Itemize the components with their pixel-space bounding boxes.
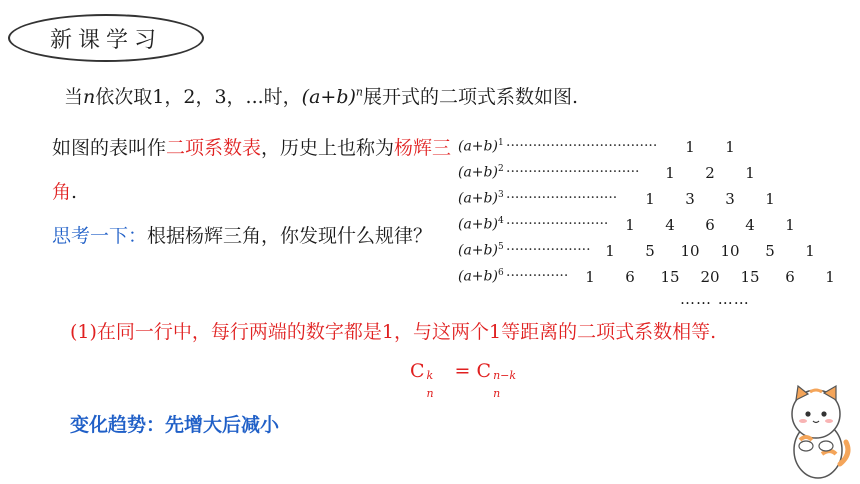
- triangle-ellipsis: …… ……: [680, 290, 750, 308]
- observation-text: (1)在同一行中，每行两端的数字都是1，与这两个1等距离的二项式系数相等.: [70, 321, 717, 343]
- row-binomial: $(a+b)^5$: [458, 242, 504, 259]
- coefficient: 15: [740, 268, 760, 286]
- formula-lhs-c: C: [410, 360, 425, 382]
- coefficient: 4: [665, 216, 675, 234]
- intro-line: [64, 82, 578, 109]
- row-binomial: $(a+b)^3$: [458, 190, 504, 207]
- coefficient: 5: [645, 242, 655, 260]
- symmetry-formula: [410, 360, 521, 400]
- row-leader-dots: ·······················: [506, 216, 609, 232]
- row-leader-dots: ···················: [506, 242, 591, 258]
- intro-post: 展开式的二项式系数如图.: [363, 86, 579, 108]
- intro-mid: 依次取1，2，3，...时，: [95, 86, 302, 108]
- formula-eq: =: [454, 360, 471, 382]
- section-badge: 新课学习: [8, 14, 204, 62]
- formula-rhs-c: C: [476, 360, 492, 382]
- coefficient: 3: [725, 190, 735, 208]
- coefficient: 1: [685, 138, 695, 156]
- intro-expr: (a+b): [301, 86, 356, 108]
- think-text: 根据杨辉三角，你发现什么规律？: [147, 225, 433, 247]
- coefficient: 10: [680, 242, 700, 260]
- row-leader-dots: ·························: [506, 190, 618, 206]
- coefficient: 1: [765, 190, 775, 208]
- coefficient: 1: [725, 138, 735, 156]
- row-leader-dots: ······························: [506, 164, 640, 180]
- coefficient: 6: [785, 268, 795, 286]
- desc-term: 二项系数表: [166, 137, 262, 159]
- coefficient: 6: [625, 268, 635, 286]
- coefficient: 1: [585, 268, 595, 286]
- coefficient: 1: [785, 216, 795, 234]
- coefficient: 1: [805, 242, 815, 260]
- row-binomial: $(a+b)^4$: [458, 216, 504, 233]
- formula-lhs-sup: k: [426, 369, 434, 382]
- coefficient: 1: [745, 164, 755, 182]
- cat-mascot-icon: [782, 384, 852, 480]
- desc-yanghui: 杨辉三角: [52, 137, 452, 203]
- row-binomial: $(a+b)^1$: [458, 138, 504, 155]
- formula-lhs-sub: n: [426, 387, 434, 400]
- description-paragraph: [52, 126, 452, 214]
- coefficient: 2: [705, 164, 715, 182]
- formula-rhs-sup: n−k: [493, 369, 517, 382]
- coefficient: 1: [625, 216, 635, 234]
- coefficient: 1: [645, 190, 655, 208]
- coefficient: 5: [765, 242, 775, 260]
- row-leader-dots: ··············: [506, 268, 569, 284]
- desc-a: 如图的表叫作: [52, 137, 167, 159]
- desc-e: .: [71, 181, 78, 203]
- intro-sup: n: [355, 85, 363, 99]
- coefficient: 1: [825, 268, 835, 286]
- think-label: 思考一下：: [52, 225, 148, 247]
- intro-n: n: [83, 86, 96, 108]
- coefficient: 6: [705, 216, 715, 234]
- coefficient: 20: [700, 268, 720, 286]
- intro-pre: 当: [64, 86, 84, 108]
- coefficient: 1: [605, 242, 615, 260]
- desc-c: ，历史上也称为: [261, 137, 395, 159]
- row-leader-dots: ··································: [506, 138, 658, 154]
- think-paragraph: [52, 214, 452, 258]
- coefficient: 3: [685, 190, 695, 208]
- formula-rhs-sub: n: [493, 387, 501, 400]
- coefficient: 10: [720, 242, 740, 260]
- coefficient: 1: [665, 164, 675, 182]
- coefficient: 4: [745, 216, 755, 234]
- row-binomial: $(a+b)^2$: [458, 164, 504, 181]
- trend-text: 变化趋势：先增大后减小: [70, 414, 280, 436]
- row-binomial: $(a+b)^6$: [458, 268, 504, 285]
- coefficient: 15: [660, 268, 680, 286]
